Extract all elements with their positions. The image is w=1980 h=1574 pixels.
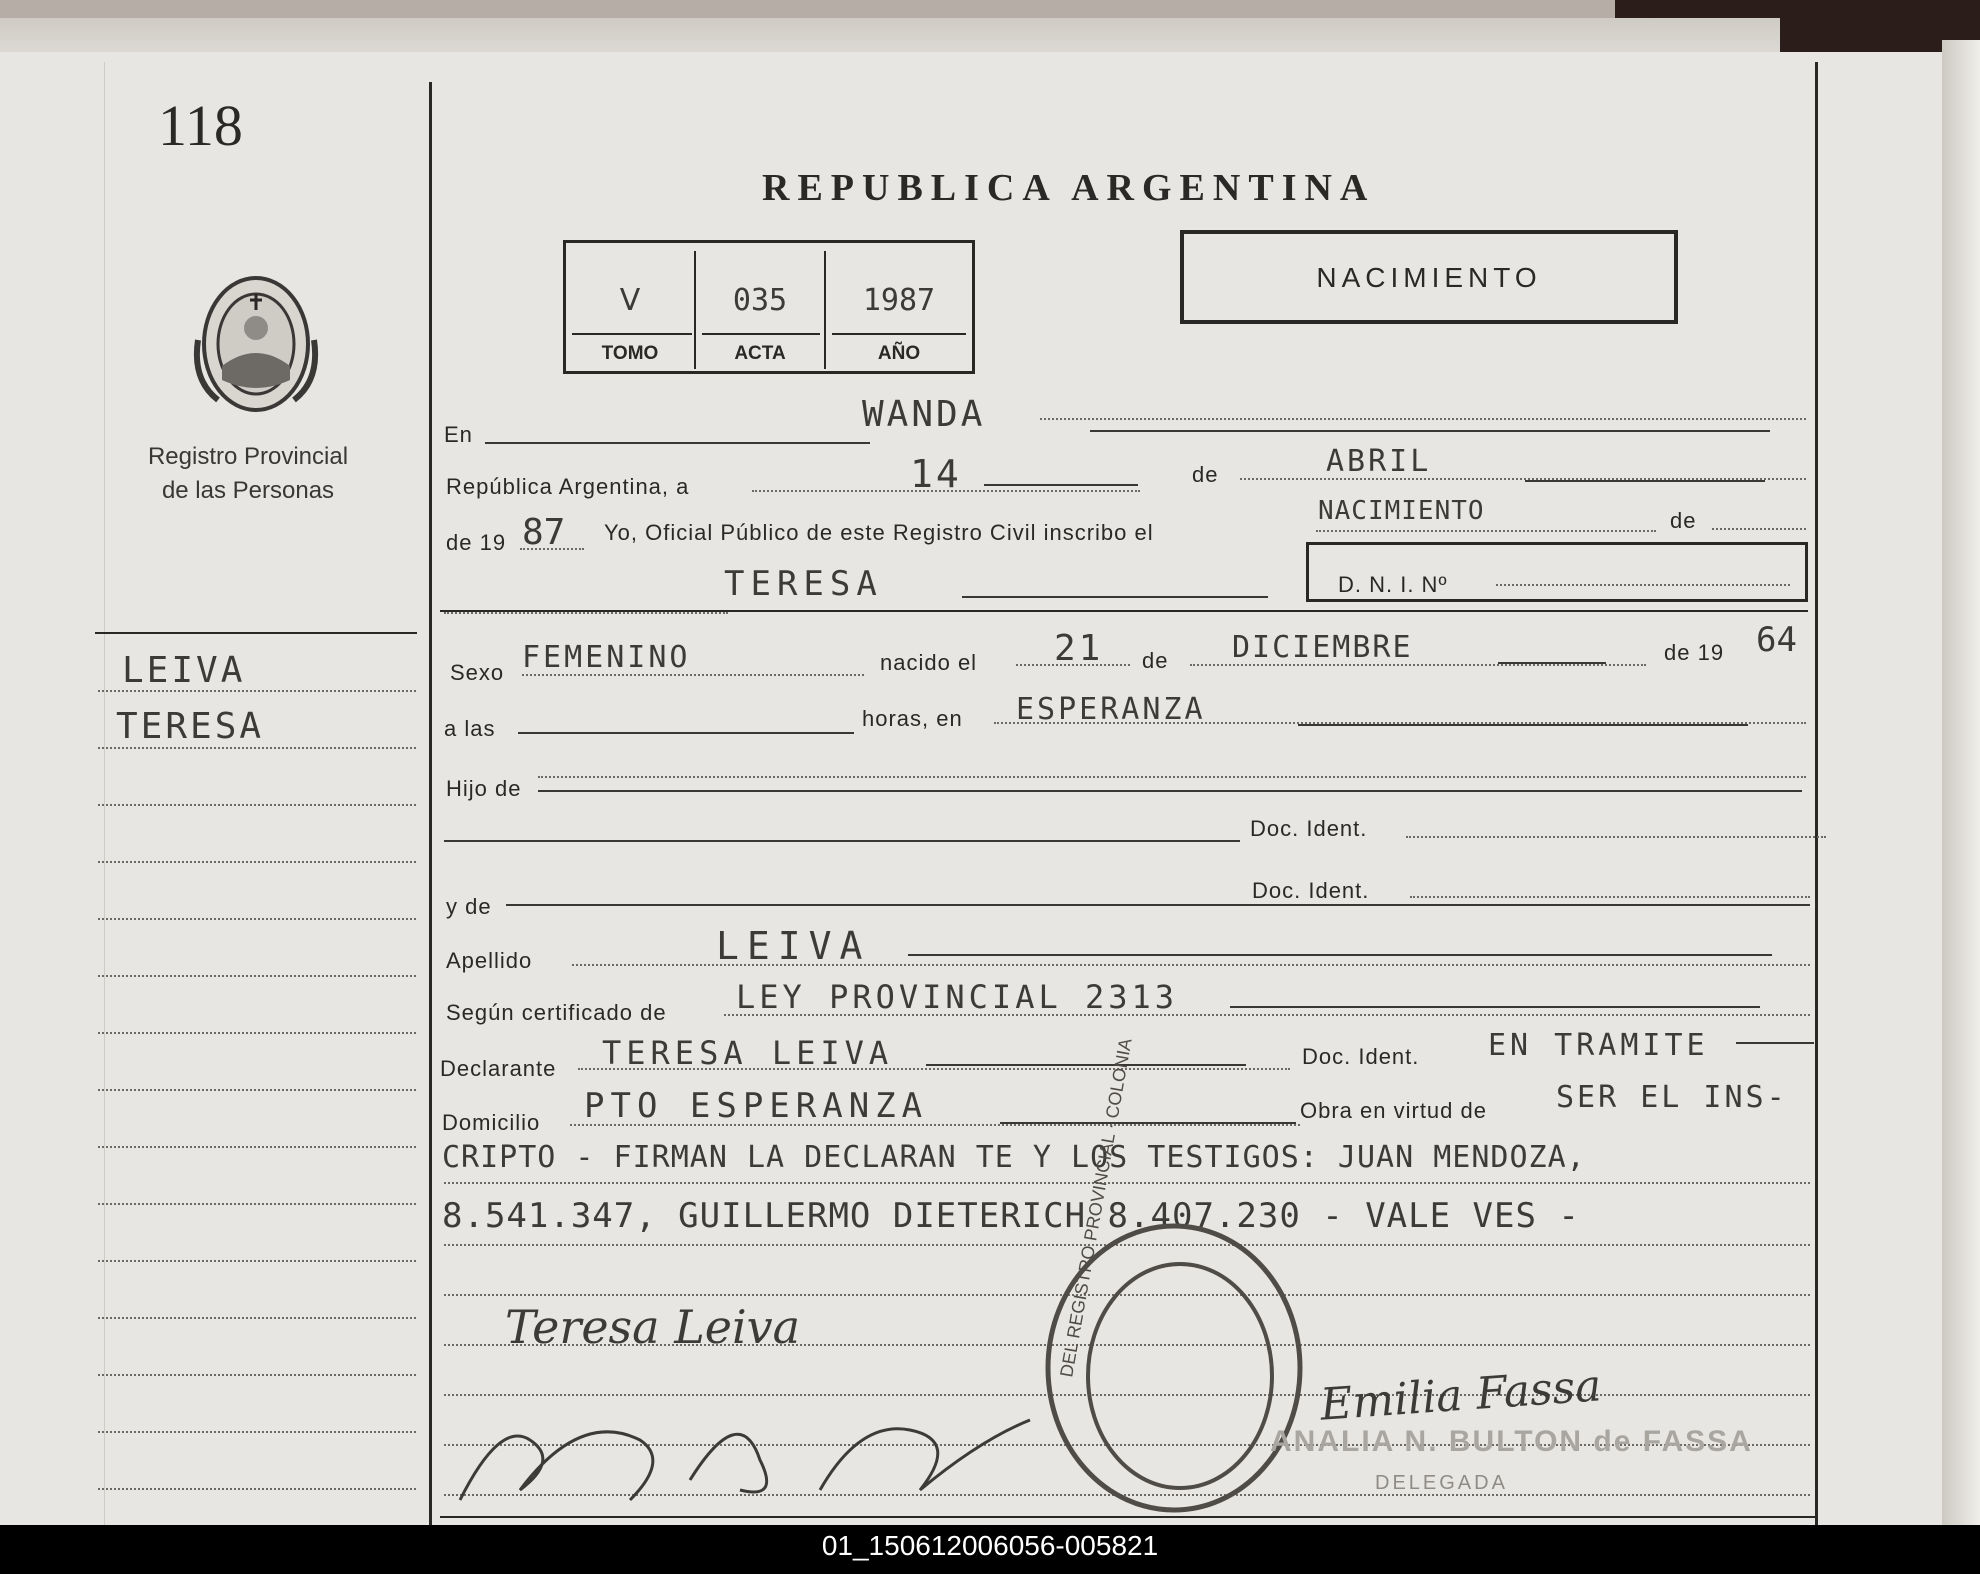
anio-label: AÑO [877,343,921,364]
segun-label: Según certificado de [446,1000,667,1025]
declarante-doc-value: EN TRAMITE [1488,1028,1709,1063]
witness-signature-scribble [440,1380,1040,1520]
record-type-label: NACIMIENTO [1316,262,1542,293]
left-rule-line [98,975,416,977]
left-rule-line [98,1488,416,1490]
birth-year-prefix: de 19 [1664,640,1725,665]
birth-day-value: 21 [1054,628,1104,669]
birth-day-line [1016,664,1130,666]
record-table-rule [702,333,820,335]
horas-label: horas, en [862,706,963,731]
de-label-2: de [1670,508,1697,533]
tomo-value: Ⅴ [619,283,641,318]
nacido-label: nacido el [880,650,978,675]
left-rule-line [98,1032,416,1034]
apellido-underline [908,954,1772,956]
provincial-seal-icon [188,270,324,420]
hijo-line [538,790,1802,792]
doc-ident-label-3: Doc. Ident. [1302,1044,1420,1069]
doc-ident-label-1: Doc. Ident. [1250,816,1368,841]
birth-month-underline [1498,662,1606,664]
birth-month-value: DICIEMBRE [1232,630,1413,665]
official-stamp-name: ANALIA N. BULTON de FASSA [1270,1425,1753,1458]
segun-underline [1230,1006,1760,1008]
y-de-line [506,904,1810,906]
hijo-doc-line [444,840,1240,842]
month-underline [1525,480,1765,482]
inscribe-line [1316,530,1656,532]
continuation-line-1: CRIPTO - FIRMAN LA DECLARAN TE Y LOS TESTIGOS: JUAN MENDOZA, [442,1140,1586,1175]
domicilio-underline [1000,1122,1296,1124]
left-rule-line [98,747,416,749]
left-rule-line [98,861,416,863]
left-rule-line [98,1203,416,1205]
stamp-ring-text: DEL REGISTRO PROVINCIAL · COLONIA [1056,1036,1136,1379]
provincial-seal [188,270,324,420]
declarante-label: Declarante [440,1056,557,1081]
name-line [444,612,728,614]
hijo-label: Hijo de [446,776,522,801]
obra-value: SER EL INS- [1556,1080,1788,1115]
acta-value: 035 [732,283,788,318]
sexo-line [522,674,864,676]
declarante-underline [926,1064,1246,1066]
left-rule-line [98,1317,416,1319]
birth-year-value: 64 [1756,620,1797,660]
year-value: 87 [522,512,566,553]
record-table-rule [572,333,692,335]
page-number: 118 [158,93,243,158]
acta-label: ACTA [734,343,786,364]
y-de-label: y de [446,894,492,919]
tomo-label: TOMO [601,343,659,364]
continuation-rule-1 [444,1182,1810,1184]
right-form-border [1815,62,1818,1525]
a-las-label: a las [444,716,496,741]
page-right-edge [1942,40,1980,1525]
en-line-3 [1090,430,1770,432]
left-rule-line [98,1374,416,1376]
declarant-signature: Teresa Leiva [505,1300,801,1354]
margin-given-name: TERESA [116,706,265,747]
record-table-rule [832,333,966,335]
day-underline [984,484,1138,486]
declarante-line [578,1068,1290,1070]
left-rule-line [98,1089,416,1091]
left-rule-line [98,804,416,806]
apellido-label: Apellido [446,948,533,973]
left-column-divider [429,82,432,1525]
place-value: ESPERANZA [1016,692,1206,727]
left-column-header-rule [95,632,417,634]
segun-value: LEY PROVINCIAL 2313 [736,978,1179,1016]
left-rule-line [98,918,416,920]
apellido-value: LEIVA [716,924,871,968]
round-stamp [1042,1036,1306,1518]
name-line-2 [962,596,1268,598]
inscribe-value: NACIMIENTO [1318,496,1485,526]
page-left-margin [104,62,105,1525]
doc-ident-label-2: Doc. Ident. [1252,878,1370,903]
sexo-label: Sexo [450,660,505,685]
name-value: TERESA [724,564,883,604]
margin-surname: LEIVA [122,650,246,691]
domicilio-line [570,1124,1300,1126]
witness-signatures [440,1380,1040,1520]
doc-ident-line-2 [1410,896,1810,898]
hijo-line-2 [538,776,1806,778]
declarante-value: TERESA LEIVA [602,1034,894,1072]
en-label: En [444,422,473,447]
declarante-doc-line [1736,1042,1814,1044]
official-signature: Emilia Fassa [1318,1360,1603,1431]
oficial-text: Yo, Oficial Público de este Registro Civil inscribo el [604,520,1154,545]
en-line [485,442,870,444]
dni-line [1496,584,1790,586]
left-rule-line [98,1146,416,1148]
segun-line [724,1014,1810,1016]
obra-label: Obra en virtud de [1300,1098,1487,1123]
left-rule-line [98,1431,416,1433]
de-label-3: de [1142,648,1169,673]
official-stamp-title: DELEGADA [1375,1472,1508,1494]
round-stamp-icon [1042,1036,1306,1518]
sexo-value: FEMENINO [522,640,691,675]
anio-value: 1987 [862,283,936,318]
month-value: ABRIL [1326,444,1432,479]
record-number-table [563,240,975,374]
de-line-2 [1712,528,1806,530]
republica-label: República Argentina, a [446,474,690,499]
place-underline [1298,724,1748,726]
left-rule-line [98,1260,416,1262]
day-value: 14 [910,452,962,496]
registry-label: Registro Provincial de las Personas [147,443,349,504]
doc-ident-line-1 [1406,836,1826,838]
document-title: REPUBLICA ARGENTINA [762,167,1376,209]
continuation-line-2: 8.541.347, GUILLERMO DIETERICH 8.407.230 - VALE VES - [442,1196,1580,1236]
domicilio-label: Domicilio [442,1110,541,1135]
en-value: WANDA [862,394,986,435]
dni-label: D. N. I. Nº [1338,572,1448,597]
year-prefix-label: de 19 [446,530,507,555]
domicilio-value: PTO ESPERANZA [584,1086,929,1126]
de-label: de [1192,462,1219,487]
year-line [520,548,584,550]
a-las-line [518,732,854,734]
birth-month-line [1190,664,1646,666]
image-id-caption: 01_150612006056-005821 [821,1530,1159,1561]
en-line-2 [1040,418,1806,420]
